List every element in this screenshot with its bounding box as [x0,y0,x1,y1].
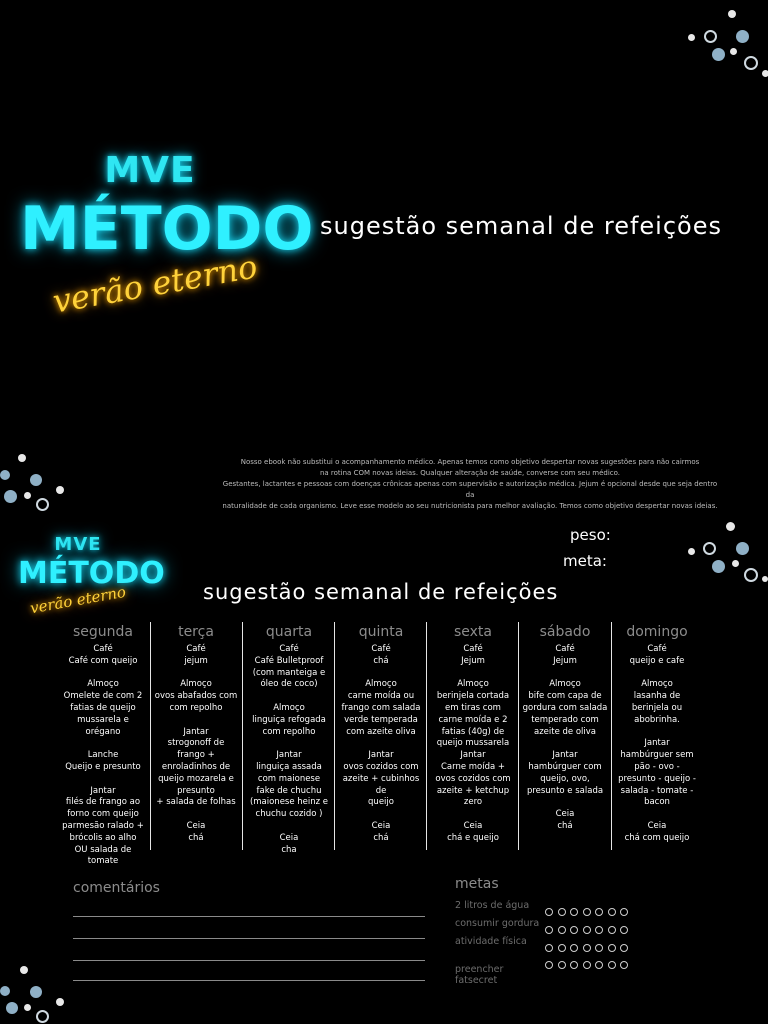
check-circle[interactable] [583,926,591,934]
day-column-quinta [335,622,427,854]
comment-line[interactable] [73,916,425,917]
check-circle[interactable] [595,908,603,916]
decorative-dots-top-right [680,6,768,86]
check-circle[interactable] [545,961,553,969]
check-circle[interactable] [620,908,628,916]
meal-block: Ceia chá [555,809,575,831]
day-column-domingo [611,622,703,854]
meta-item [455,936,527,947]
meal-block: Café Jejum [553,644,577,666]
meal-block: Café jejum [184,644,208,666]
meal-block: Café queijo e cafe [629,644,685,666]
check-circle[interactable] [608,908,616,916]
column-divider [242,622,243,850]
comentarios-label: comentários [73,880,160,896]
cover-logo [20,150,314,350]
meta-tracker[interactable] [545,954,633,973]
logo-metodo: MÉTODO [18,556,165,591]
check-circle[interactable] [620,926,628,934]
meal-block: Lanche Queijo e presunto [65,750,141,772]
day-column-quarta [243,622,335,854]
check-circle[interactable] [570,961,578,969]
check-circle[interactable] [620,944,628,952]
planner-logo [18,534,165,624]
meal-block: Café chá [371,644,391,666]
check-circle[interactable] [595,961,603,969]
meta-item [455,953,503,986]
column-divider [334,622,335,850]
day-name: terça [178,624,214,640]
logo-metodo: MÉTODO [20,194,314,264]
check-circle[interactable] [583,944,591,952]
decorative-dots-bottom-left [0,962,70,1024]
meta-tracker[interactable] [545,901,633,920]
decorative-dots-left [0,450,70,514]
meal-block: Jantar hambúrguer com queijo, ovo, presunto e salada [526,750,604,796]
check-circle[interactable] [545,944,553,952]
disclaimer: Nosso ebook não substitui o acompanhamento médico. Apenas temos como objetivo despertar novas sugestões para não cairmos na rotina COM novas ideias. Qualquer alteração de saúde, converse com seu médico. Gestantes, lactantes e pessoas com doenças crônicas apenas com supervisão e autorização médica. Jejum é opcional desde que seja dentro da naturalidade de cada organismo. Leve esse modelo ao seu nutricionista para melhor avaliação. Temos como objetivo despertar novas ideias. [222,458,718,510]
meal-block: Ceia chá [186,820,206,843]
meal-block: Almoço bife com capa de gordura com salada temperado com azeite de oliva [522,679,608,737]
check-circle[interactable] [608,961,616,969]
column-divider [518,622,519,850]
meal-block: Jantar filés de frango ao forno com queijo parmesão ralado + brócolis ao alho OU salada de tomate [62,785,144,867]
day-name: domingo [626,624,688,640]
decorative-dots-right [680,518,768,584]
comment-line[interactable] [73,980,425,981]
column-divider [426,622,427,850]
check-circle[interactable] [570,944,578,952]
day-name: sexta [453,624,492,640]
check-circle[interactable] [620,961,628,969]
logo-verao-eterno: verão eterno [49,247,261,321]
meal-block: Almoço linguiça refogada com repolho [252,702,326,737]
day-name: segunda [72,624,133,640]
check-circle[interactable] [583,908,591,916]
meal-block: Almoço berinjela cortada em tiras com carne moída e 2 fatias (40g) de queijo mussarela Jantar Carne moída + ovos cozidos com azeite + ketchup zero [435,679,511,808]
meal-block: Almoço ovos abafados com com repolho [154,679,238,713]
week-plan [57,622,705,867]
meal-block: Almoço lasanha de berinjela ou abobrinha. [631,679,683,725]
column-divider [611,622,612,850]
meal-block: Almoço Omelete de com 2 fatias de queijo mussarela e orégano [63,679,143,737]
meta-item [455,900,529,911]
day-name: sábado [539,624,591,640]
check-circle[interactable] [570,908,578,916]
day-column-sabado [519,622,611,854]
check-circle[interactable] [595,926,603,934]
meta-label: meta: [563,552,607,570]
meta-item [455,918,539,929]
check-circle[interactable] [608,926,616,934]
day-column-segunda [57,622,149,867]
meal-block: Jantar hambúrguer sem pão - ovo - presunto - queijo - salada - tomate - bacon [618,738,696,808]
check-circle[interactable] [545,926,553,934]
meal-block: Jantar linguiça assada com maionese fake de chuchu (maionese heinz e chuchu cozido ) [249,750,329,820]
meal-block: Café Café Bulletproof (com manteiga e óleo de coco) [252,644,326,690]
meta-label: preencher fatsecret [455,964,504,986]
meal-block: Café Café com queijo [68,644,138,666]
check-circle[interactable] [545,908,553,916]
check-circle[interactable] [558,944,566,952]
check-circle[interactable] [583,961,591,969]
check-circle[interactable] [570,926,578,934]
meal-block: Café Jejum [461,644,485,666]
meal-block: Almoço carne moída ou frango com salada verde temperada com azeite oliva [341,679,421,737]
logo-mve: MVE [54,534,102,555]
meal-block: Ceia cha [279,832,299,855]
planner-title: sugestão semanal de refeições [203,580,559,604]
check-circle[interactable] [558,908,566,916]
day-name: quinta [358,624,404,640]
meta-label: atividade física [455,936,527,947]
day-column-sexta [427,622,519,854]
meal-block: Ceia chá e queijo [447,820,499,843]
check-circle[interactable] [558,961,566,969]
meal-block: Ceia chá com queijo [624,820,690,843]
meal-block: Jantar strogonoff de frango + enroladinhos de queijo mozarela e presunto + salada de folhas [156,726,236,808]
meal-block: Ceia chá [371,820,391,843]
day-name: quarta [265,624,313,640]
column-divider [150,622,151,850]
comment-line[interactable] [73,960,425,961]
check-circle[interactable] [558,926,566,934]
cover-title: sugestão semanal de refeições [320,212,722,240]
day-column-terca [150,622,242,854]
peso-label: peso: [570,526,611,544]
logo-verao-eterno: verão eterno [28,582,128,618]
logo-mve: MVE [104,150,196,191]
comment-line[interactable] [73,938,425,939]
meta-tracker[interactable] [545,919,633,938]
meta-label: 2 litros de água [455,900,530,911]
check-circle[interactable] [595,944,603,952]
metas-label: metas [455,876,499,892]
check-circle[interactable] [608,944,616,952]
meta-label: consumir gordura [455,918,540,929]
meal-block: Jantar ovos cozidos com azeite + cubinhos de queijo [342,750,420,808]
